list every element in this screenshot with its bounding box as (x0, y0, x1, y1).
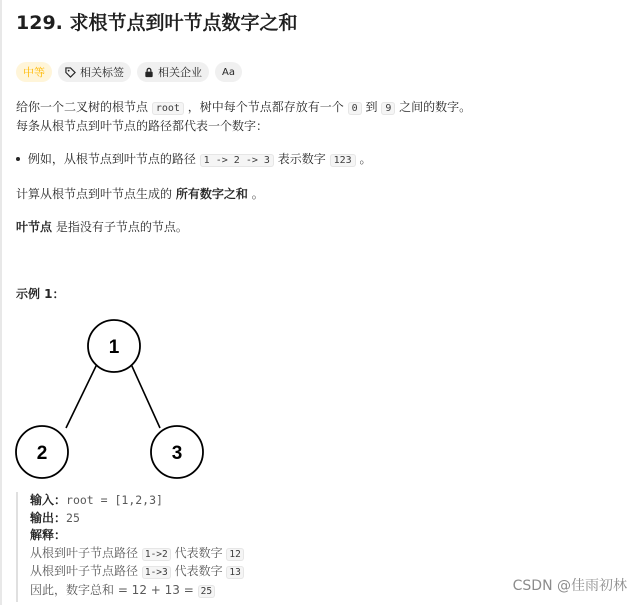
inline-code: 123 (330, 154, 356, 167)
explain-line-3 (30, 582, 476, 601)
inline-code: root (152, 102, 184, 115)
difficulty-label: 中等 (23, 66, 45, 79)
tree-edge (131, 364, 160, 428)
output-label: 输出： (30, 510, 67, 525)
tag-bar (16, 62, 242, 82)
panel-border (0, 0, 2, 605)
tree-node-label: 3 (171, 443, 183, 464)
description-calc (16, 186, 264, 203)
inline-code: 1->2 (142, 548, 171, 561)
tree-node-label: 2 (36, 443, 48, 464)
tree-node-label: 1 (108, 337, 120, 358)
explain-line-1 (30, 545, 476, 564)
desc-text: 计算从根节点到叶节点生成的 (16, 187, 173, 201)
inline-code: 9 (381, 102, 395, 115)
inline-code: 1 -> 2 -> 3 (200, 154, 274, 167)
example-tree-image (12, 312, 212, 484)
desc-text: 例如，从根节点到叶节点的路径 (27, 152, 196, 166)
bullet-dot (16, 157, 20, 161)
description-line-2: 每条从根节点到叶节点的路径都代表一个数字： (16, 119, 269, 133)
desc-bold: 叶节点 (16, 220, 53, 234)
inline-code: 1->3 (142, 566, 171, 579)
example-input (30, 492, 476, 510)
explain-text: 因此，数字总和 = 12 + 13 = (30, 582, 194, 597)
explain-text: 从根到叶子节点路径 (30, 545, 139, 560)
example-block (16, 492, 476, 602)
desc-text: 之间的数字。 (399, 100, 472, 114)
input-label: 输入： (30, 493, 67, 507)
desc-text: 给你一个二叉树的根节点 (16, 100, 149, 114)
tree-edge (66, 364, 97, 428)
inline-code: 0 (348, 102, 362, 115)
explain-line-2 (30, 563, 476, 582)
desc-text: 。 (359, 152, 372, 166)
watermark: CSDN @佳雨初林 (512, 578, 627, 594)
difficulty-badge (16, 62, 52, 82)
description-line-1 (16, 99, 471, 117)
description-leaf (16, 219, 188, 236)
font-size-button[interactable] (215, 62, 242, 82)
inline-code: 12 (226, 548, 243, 561)
explain-text: 代表数字 (174, 564, 223, 578)
inline-code: 13 (226, 566, 243, 579)
font-icon: Aa (222, 66, 235, 78)
inline-code: 25 (198, 585, 215, 598)
desc-text: 表示数字 (277, 152, 326, 166)
desc-text: 到 (365, 100, 378, 114)
desc-text: 是指没有子节点的节点。 (55, 220, 188, 234)
output-value: 25 (66, 510, 80, 525)
topics-tag-label: 相关标签 (80, 66, 124, 79)
companies-tag-button[interactable] (137, 62, 209, 82)
explain-text: 代表数字 (174, 545, 223, 560)
companies-tag-label: 相关企业 (158, 66, 202, 79)
tag-icon (65, 67, 76, 78)
explain-text: 从根到叶子节点路径 (30, 564, 139, 578)
topics-tag-button[interactable] (58, 62, 131, 82)
input-value: root = [1,2,3] (66, 493, 163, 507)
lock-icon (144, 67, 154, 78)
example-explain (30, 527, 476, 545)
desc-text: ，树中每个节点都存放有一个 (187, 100, 344, 114)
example-output (30, 510, 476, 528)
desc-text: 。 (251, 187, 264, 201)
description-bullet (16, 151, 371, 169)
problem-title: 129. 求根节点到叶节点数字之和 (16, 12, 298, 34)
desc-bold: 所有数字之和 (175, 187, 248, 201)
example-heading: 示例 1： (16, 287, 65, 301)
explain-label: 解释： (30, 528, 67, 542)
